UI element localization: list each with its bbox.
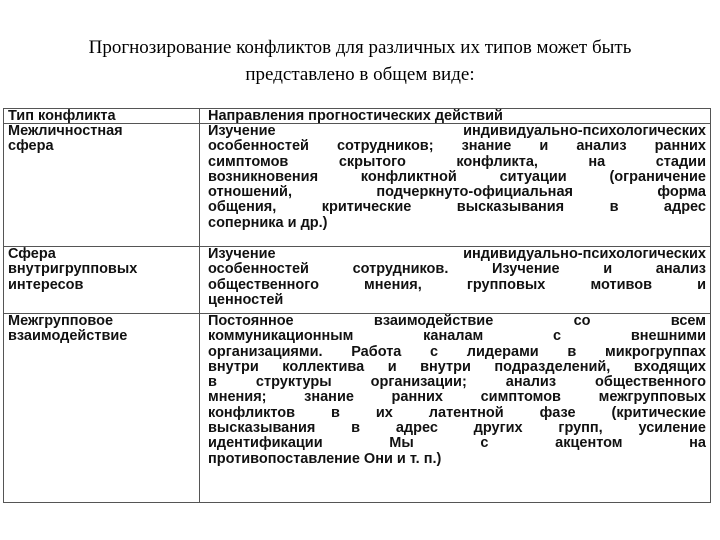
cell-line: сфера	[8, 138, 54, 155]
cell-line: организациями. Работа с лидерами в микрогруппах	[208, 343, 706, 360]
cell-line: симптомов скрытого конфликта, на стадии	[208, 153, 706, 170]
row-conflict-type	[4, 124, 200, 247]
row-conflict-type	[4, 247, 200, 314]
cell-line: противопоставление Они и т. п.)	[208, 450, 442, 467]
header-forecast-directions: Направления прогностических действий	[200, 109, 711, 124]
title-line-1: Прогнозирование конфликтов для различных их типов может быть	[88, 37, 632, 58]
table-header-row	[4, 109, 711, 124]
table-row	[4, 247, 711, 314]
cell-line: высказывания в адрес других групп, усиление	[208, 420, 706, 437]
cell-line: соперника и др.)	[208, 214, 328, 231]
cell-line: ценностей	[208, 291, 284, 308]
row-forecast-directions	[200, 314, 711, 503]
row-forecast-directions	[200, 247, 711, 314]
cell-line: Постоянное взаимодействие со всем	[208, 313, 706, 329]
cell-line: возникновения конфликтной ситуации (ограничение	[208, 168, 706, 185]
row-forecast-directions	[200, 124, 711, 247]
cell-line: Межгрупповое	[8, 313, 114, 329]
table-row	[4, 124, 711, 247]
cell-line: общественного мнения, групповых мотивов и	[208, 276, 706, 293]
cell-line: идентификации Мы с акцентом на	[208, 435, 706, 452]
cell-line: в структуры организации; анализ общественного	[208, 374, 706, 391]
title-line-2: представлено в общем виде:	[245, 64, 475, 85]
cell-line: внутригрупповых	[8, 261, 138, 278]
cell-line: коммуникационным каналам с внешними	[208, 328, 706, 345]
cell-line: Сфера	[8, 246, 56, 262]
cell-line: конфликтов в их латентной фазе (критические	[208, 404, 706, 421]
row-conflict-type	[4, 314, 200, 503]
cell-line: взаимодействие	[8, 328, 128, 345]
cell-line: Изучение индивидуально-психологических	[208, 246, 706, 262]
header-conflict-type: Тип конфликта	[4, 109, 200, 124]
cell-line: Межличностная	[8, 123, 123, 139]
cell-line: особенностей сотрудников; знание и анализ ранних	[208, 138, 706, 155]
cell-line: внутри коллектива и внутри подразделений, входящих	[208, 358, 706, 375]
cell-line: особенностей сотрудников. Изучение и анализ	[208, 261, 706, 278]
cell-line: общения, критические высказывания в адрес	[208, 199, 706, 216]
slide-title	[0, 34, 720, 88]
table-row	[4, 314, 711, 503]
cell-line: мнения; знание ранних симптомов межгрупповых	[208, 389, 706, 406]
cell-line: отношений, подчеркнуто-официальная форма	[208, 184, 706, 201]
conflict-forecast-table	[3, 108, 711, 503]
cell-line: Изучение индивидуально-психологических	[208, 123, 706, 139]
cell-line: интересов	[8, 276, 84, 293]
